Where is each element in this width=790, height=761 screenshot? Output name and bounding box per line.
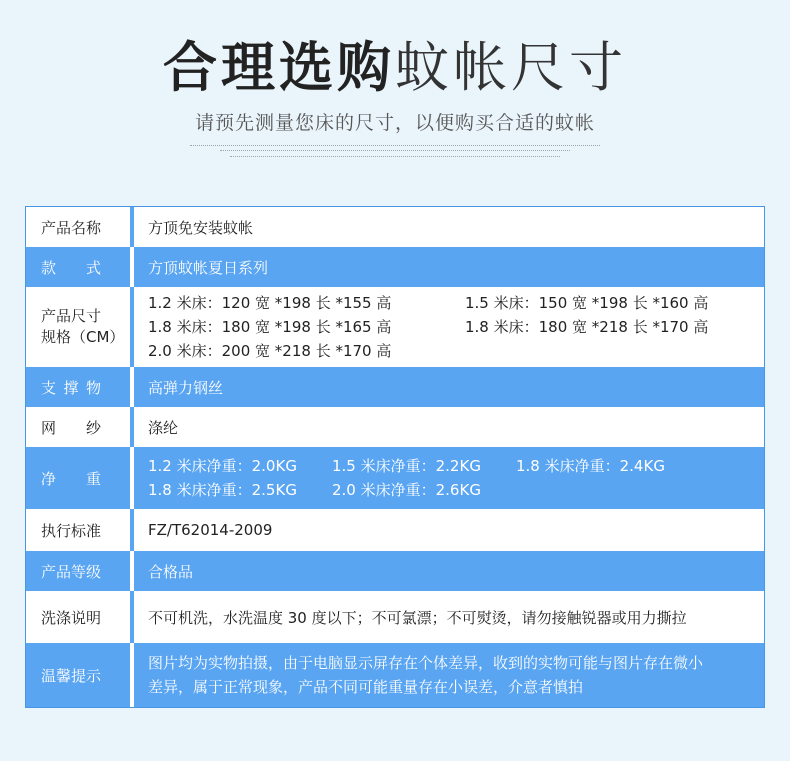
size-item: 1.8 米床：180 宽 *218 长 *170 高 [465,318,709,336]
row-label-text: 款式 [41,258,101,277]
row-value: 涤纶 [148,418,179,437]
divider-line [230,156,560,157]
row-value-line: 图片均为实物拍摄，由于电脑显示屏存在个体差异，收到的实物可能与图片存在微小 [148,654,704,672]
row-value: 方顶免安装蚊帐 [148,218,254,237]
row-label-line: 产品尺寸 [41,307,102,325]
row-label: 洗涤说明 [41,608,102,627]
row-label [26,247,130,287]
table-row [26,447,764,509]
weight-item: 1.5 米床净重：2.2KG [332,457,481,475]
title-light: 蚊帐尺寸 [395,36,627,99]
row-value [134,447,764,509]
row-value: 不可机洗，水洗温度 30 度以下；不可氯漂；不可熨烫，请勿接触锐器或用力撕拉 [148,608,687,627]
table-row [26,643,764,707]
row-label [26,447,130,509]
row-label [26,407,130,447]
weight-item: 1.8 米床净重：2.5KG [148,481,297,499]
weight-item: 1.8 米床净重：2.4KG [516,457,665,475]
divider-line [190,145,600,146]
row-label: 执行标准 [41,521,102,540]
row-label [26,287,130,367]
row-value [134,643,764,707]
row-value: 高弹力钢丝 [148,378,224,397]
table-row [26,287,764,367]
row-value-line: 差异，属于正常现象，产品不同可能重量存在小误差，介意者慎拍 [148,678,584,696]
row-label-line: 规格（CM） [41,328,125,346]
row-label-text: 支撑物 [41,378,101,397]
page-title [0,32,790,104]
weight-item: 2.0 米床净重：2.6KG [332,481,481,499]
row-value [134,287,764,367]
divider-line [220,150,570,151]
table-row [26,407,764,447]
row-label: 产品名称 [41,218,102,237]
size-item: 1.5 米床：150 宽 *198 长 *160 高 [465,294,709,312]
row-value: 方顶蚊帐夏日系列 [148,258,269,277]
row-label [26,367,130,407]
row-label-text: 净重 [41,469,101,488]
page-subtitle: 请预先测量您床的尺寸，以便购买合适的蚊帐 [194,112,595,134]
size-item: 1.2 米床：120 宽 *198 长 *155 高 [148,294,392,312]
row-value: FZ/T62014-2009 [148,521,273,539]
title-bold: 合理选购 [163,36,395,99]
row-label: 产品等级 [41,562,102,581]
spec-table [25,206,765,708]
size-item: 1.8 米床：180 宽 *198 长 *165 高 [148,318,392,336]
table-row [26,591,764,643]
row-value: 合格品 [148,562,194,581]
table-row [26,207,764,247]
weight-item: 1.2 米床净重：2.0KG [148,457,297,475]
table-row [26,509,764,551]
table-row [26,551,764,591]
size-item: 2.0 米床：200 宽 *218 长 *170 高 [148,342,392,360]
table-row [26,367,764,407]
row-label-text: 网纱 [41,418,101,437]
row-label: 温馨提示 [41,666,102,685]
table-row [26,247,764,287]
